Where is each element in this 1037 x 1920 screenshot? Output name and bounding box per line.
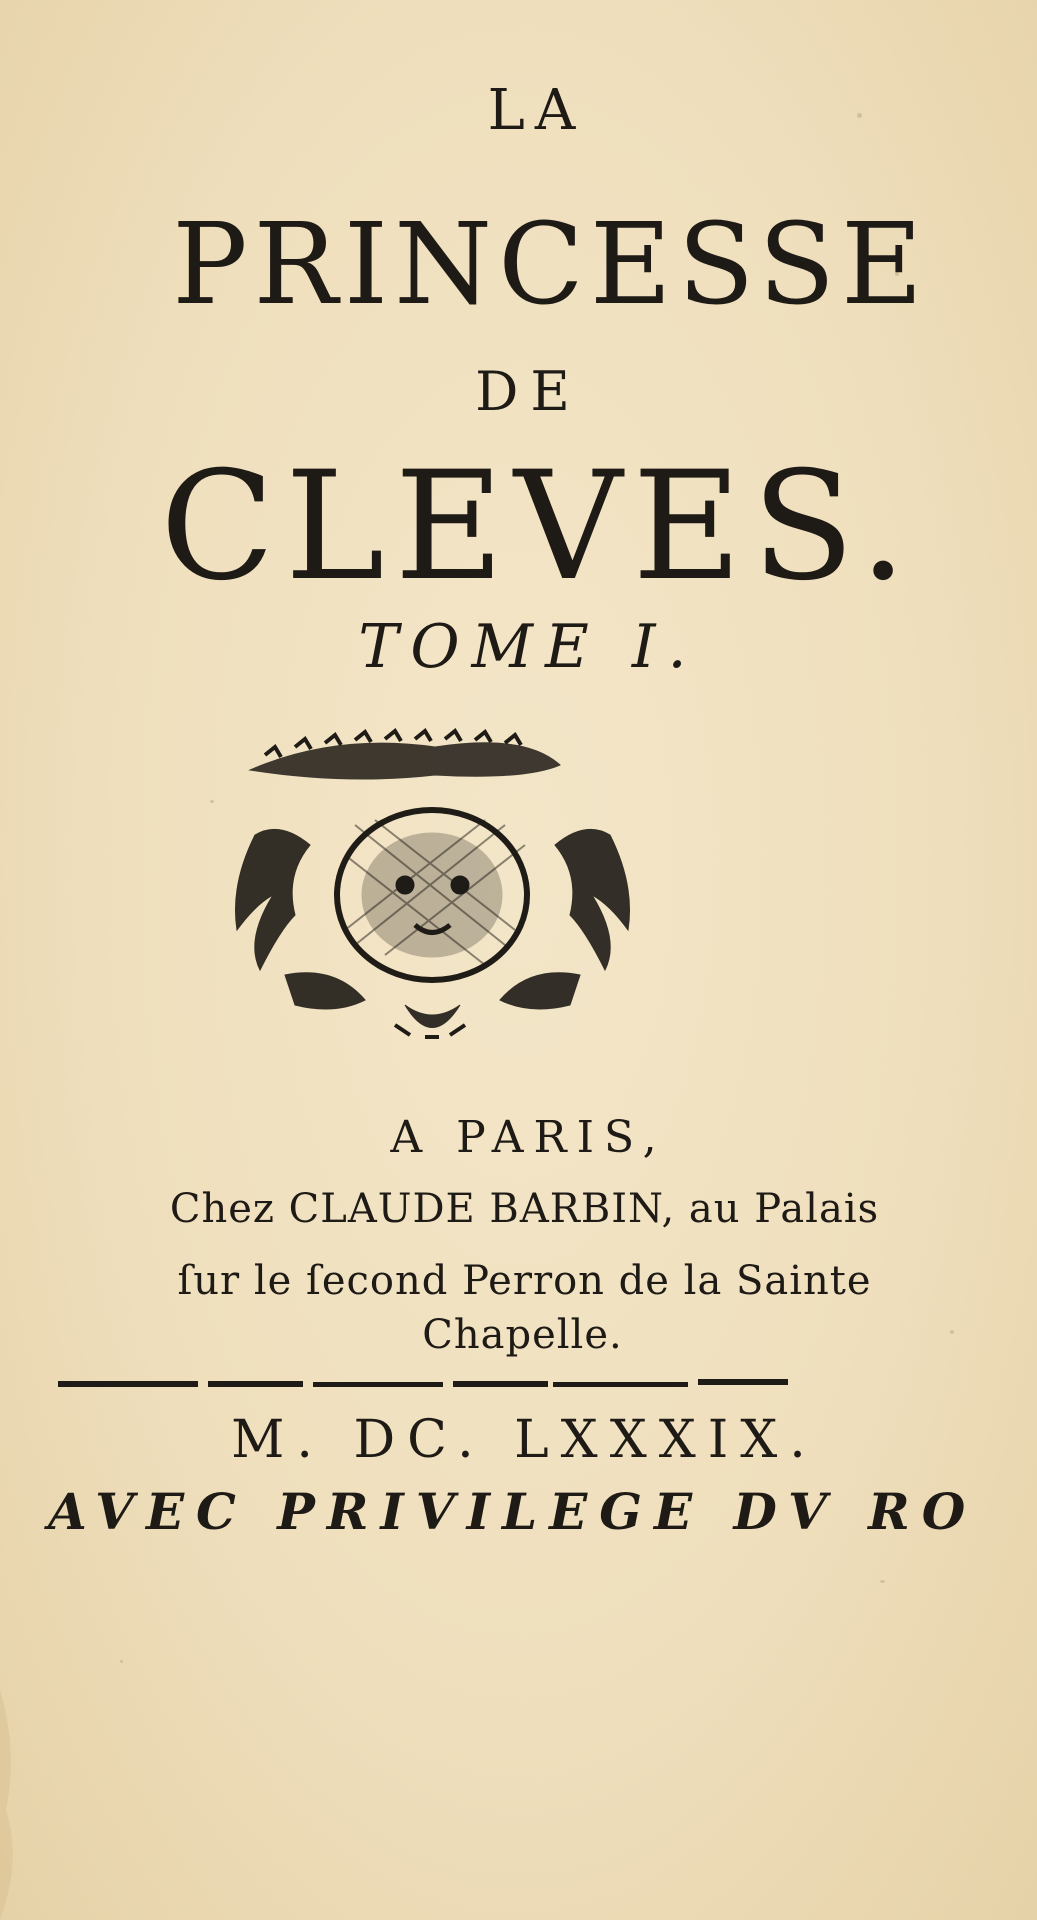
privilege-notice: AVEC PRIVILEGE DV RO: [48, 1482, 978, 1541]
title-preposition: DE: [475, 360, 582, 423]
title-cleves: CLEVES.: [160, 440, 917, 614]
title-princesse: PRINCESSE: [172, 200, 929, 330]
imprint-location: Chapelle.: [422, 1312, 623, 1358]
cherub-woodcut-icon: [225, 725, 640, 1050]
paper-speck: [880, 1580, 885, 1583]
paper-speck: [210, 800, 214, 803]
imprint-publisher: Chez CLAUDE BARBIN, au Palais: [169, 1186, 880, 1232]
printers-rule: [58, 1378, 788, 1390]
publication-date: M. DC. LXXXIX.: [231, 1410, 818, 1470]
volume-label: TOME I.: [358, 612, 699, 682]
paper-speck: [120, 1660, 123, 1663]
imprint-address: ſur le ſecond Perron de la Sainte: [177, 1258, 872, 1304]
page-edge-wear: [0, 1690, 40, 1920]
imprint-city: A PARIS,: [390, 1112, 667, 1163]
title-article: LA: [487, 78, 586, 143]
